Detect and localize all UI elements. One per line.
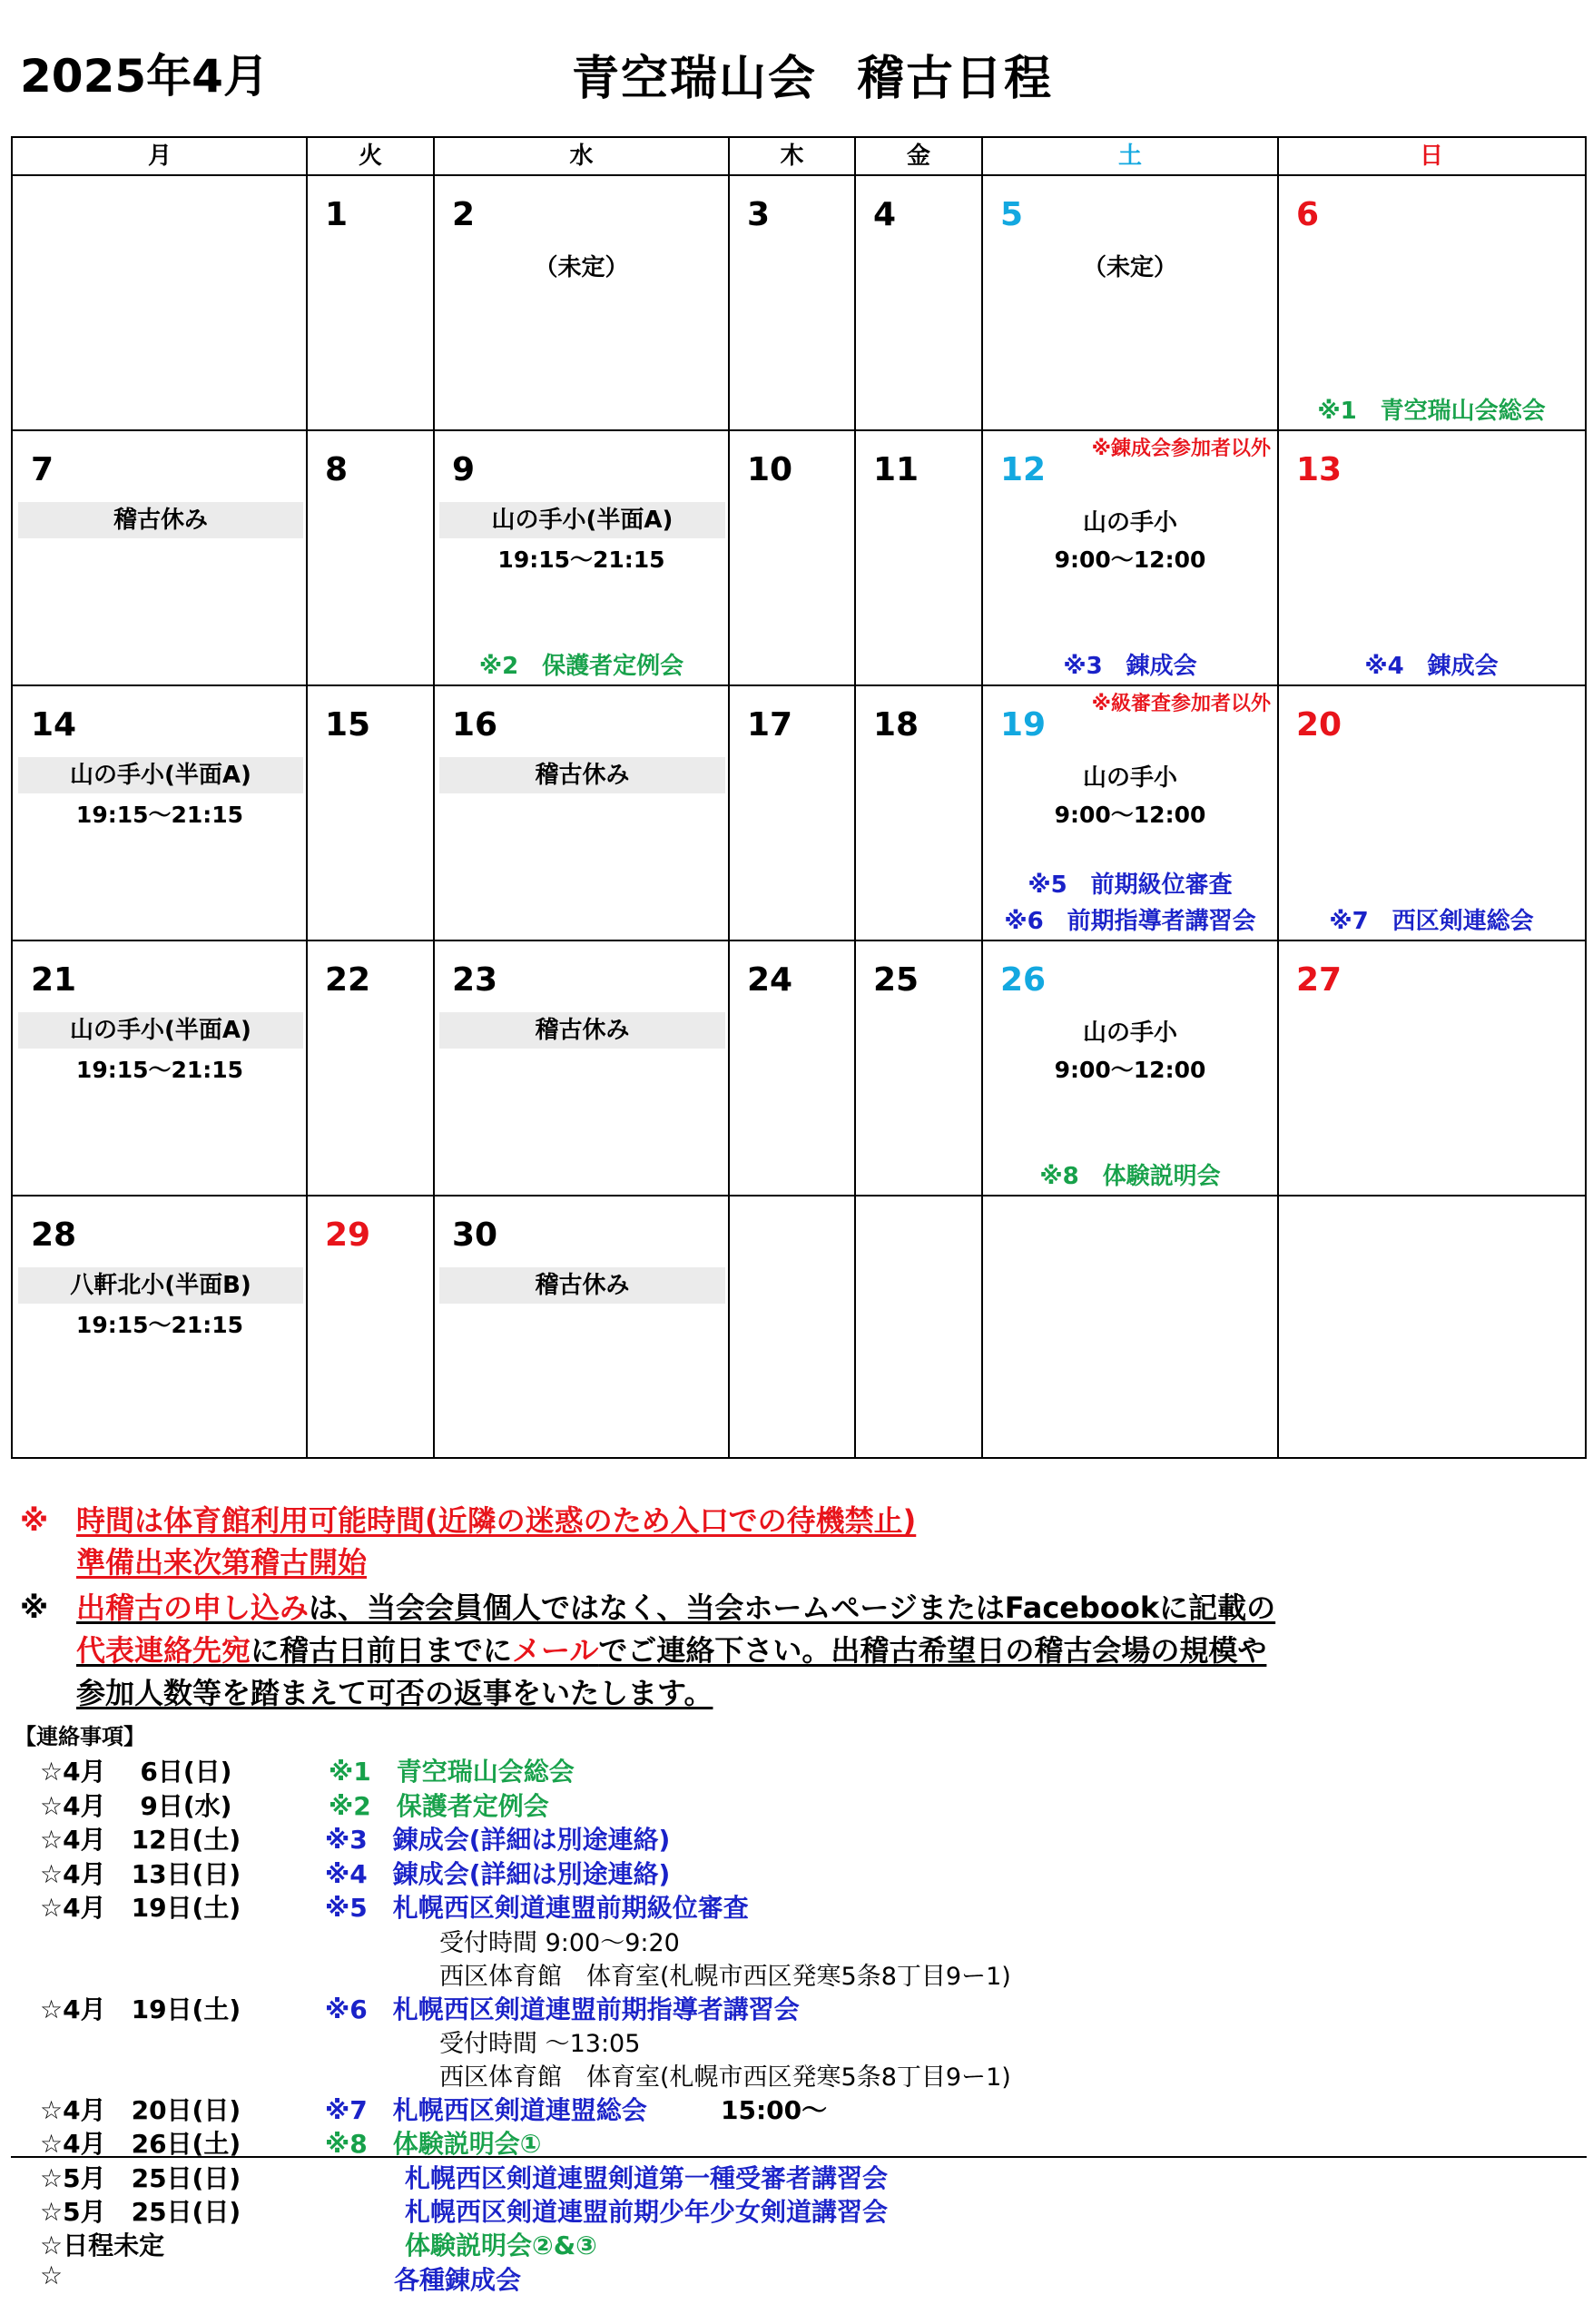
notice-line-3-red: 出稽古の申し込み <box>76 1590 310 1625</box>
notice-1-cont <box>76 1540 367 1581</box>
schedule-divider <box>11 2156 1587 2158</box>
day-cell <box>434 940 729 1195</box>
weekday-header: 木 <box>780 143 804 170</box>
notice-line-4: でご連絡下さい。出稽古希望日の稽古会場の規模や <box>598 1633 1267 1668</box>
notice-1 <box>20 1498 916 1540</box>
schedule-event: 札幌西区剣道連盟剣道第一種受審者講習会 <box>405 2163 889 2193</box>
day-cell <box>13 940 307 1195</box>
day-cell <box>434 684 729 940</box>
schedule-event: ※2 保護者定例会 <box>329 1791 549 1821</box>
practice-venue: （未定） <box>1082 254 1177 281</box>
practice-time: 19:15～21:15 <box>75 1312 244 1338</box>
day-number: 14 <box>31 706 77 743</box>
day-number: 12 <box>1000 451 1047 488</box>
day-cell <box>729 1195 855 1450</box>
notice-2-cont <box>76 1628 1266 1669</box>
schedule-event: ※1 青空瑞山会総会 <box>329 1757 575 1787</box>
notice-2 <box>20 1585 1275 1627</box>
day-cell <box>434 174 729 429</box>
day-number: 24 <box>747 961 793 999</box>
day-cell <box>307 174 434 429</box>
exception-note: ※錬成会参加者以外 <box>1091 438 1271 460</box>
weekday-header: 火 <box>358 143 382 170</box>
day-cell <box>729 684 855 940</box>
event-note: ※5 前期級位審査 <box>1028 872 1233 899</box>
day-cell <box>1278 429 1585 684</box>
schedule-heading: 【連絡事項】 <box>15 1724 145 1749</box>
day-cell <box>434 1195 729 1450</box>
notice-line-3: は、当会会員個人ではなく、当会ホームページまたはFacebookに記載の <box>309 1590 1276 1625</box>
notice-line-1: 時間は体育館利用可能時間(近隣の迷惑のため入口での待機禁止) <box>76 1503 917 1538</box>
schedule-event-time: 15:00～ <box>721 2095 828 2125</box>
schedule-date: ☆4月 19日(土) <box>40 1994 241 2024</box>
practice-venue: 稽古休み <box>439 1012 725 1049</box>
schedule-detail: 西区体育館 体育室(札幌市西区発寒5条8丁目9ー1) <box>439 1963 1011 1991</box>
event-note: ※3 錬成会 <box>1063 653 1197 680</box>
schedule-date: ☆ <box>40 2260 64 2290</box>
day-cell <box>1278 684 1585 940</box>
practice-time: 9:00～12:00 <box>1054 1057 1206 1083</box>
day-number: 16 <box>452 706 498 743</box>
weekday-header: 土 <box>1117 143 1142 170</box>
day-cell <box>855 940 982 1195</box>
notice-mark-2: ※ <box>20 1590 49 1625</box>
practice-venue: 山の手小(半面A) <box>18 1012 303 1049</box>
day-cell <box>13 1195 307 1450</box>
schedule-date: ☆5月 25日(日) <box>40 2163 241 2193</box>
day-cell <box>1278 1195 1585 1450</box>
weekday-header: 月 <box>147 143 172 170</box>
schedule-date: ☆4月 6日(日) <box>40 1757 232 1787</box>
day-number: 28 <box>31 1216 77 1254</box>
day-number: 13 <box>1296 451 1342 488</box>
practice-time: 9:00～12:00 <box>1054 802 1206 828</box>
day-number: 2 <box>452 196 476 233</box>
day-number: 8 <box>325 451 349 488</box>
page-title <box>572 40 1053 108</box>
notice-line-4-mid: に稽古日前日までに <box>251 1633 513 1668</box>
day-cell <box>855 684 982 940</box>
day-cell <box>982 1195 1278 1450</box>
practice-time: 9:00～12:00 <box>1054 547 1206 573</box>
schedule-detail: 受付時間 ～13:05 <box>439 2030 641 2058</box>
day-cell <box>729 429 855 684</box>
day-cell <box>307 684 434 940</box>
day-cell <box>982 174 1278 429</box>
weekday-header: 日 <box>1419 143 1443 170</box>
schedule-date: ☆4月 26日(土) <box>40 2129 241 2159</box>
practice-time: 19:15～21:15 <box>497 547 665 573</box>
day-number: 20 <box>1296 706 1342 743</box>
schedule-date: ☆4月 9日(水) <box>40 1791 232 1821</box>
practice-venue: 稽古休み <box>18 502 303 538</box>
day-cell <box>307 429 434 684</box>
calendar-grid <box>11 136 1587 1459</box>
schedule-date: ☆4月 13日(日) <box>40 1859 241 1889</box>
weekday-header: 水 <box>569 143 594 170</box>
day-cell <box>307 1195 434 1450</box>
day-number: 7 <box>31 451 54 488</box>
notice-line-2: 準備出来次第稽古開始 <box>76 1545 368 1580</box>
notice-line-4-red-2: メール <box>512 1633 599 1668</box>
day-number: 25 <box>873 961 919 999</box>
notice-mark: ※ <box>20 1503 49 1538</box>
day-number: 4 <box>873 196 897 233</box>
day-cell <box>982 940 1278 1195</box>
day-number: 29 <box>325 1216 371 1254</box>
event-note: ※6 前期指導者講習会 <box>1004 908 1256 935</box>
schedule-date: ☆4月 19日(土) <box>40 1893 241 1923</box>
schedule-label: 稽古日程 <box>857 52 1054 106</box>
day-number: 6 <box>1296 196 1320 233</box>
day-number: 30 <box>452 1216 498 1254</box>
notice-line-4-red-1: 代表連絡先宛 <box>76 1633 251 1668</box>
schedule-detail: 西区体育館 体育室(札幌市西区発寒5条8丁目9ー1) <box>439 2063 1011 2092</box>
weekday-header: 金 <box>906 143 930 170</box>
practice-venue: 山の手小 <box>1082 509 1177 537</box>
club-name: 青空瑞山会 <box>572 52 818 106</box>
practice-venue: （未定） <box>534 254 629 281</box>
day-number: 15 <box>325 706 371 743</box>
day-cell <box>1278 174 1585 429</box>
practice-venue: 山の手小(半面A) <box>439 502 725 538</box>
event-note: ※1 青空瑞山会総会 <box>1317 398 1546 425</box>
schedule-event: 体験説明会②&③ <box>405 2230 597 2260</box>
practice-venue: 山の手小(半面A) <box>18 757 303 793</box>
day-number: 1 <box>325 196 349 233</box>
schedule-event: ※7 札幌西区剣道連盟総会 <box>325 2095 647 2125</box>
day-number: 19 <box>1000 706 1047 743</box>
day-number: 26 <box>1000 961 1047 999</box>
schedule-event: 各種錬成会 <box>394 2265 522 2295</box>
schedule-event: ※3 錬成会(詳細は別途連絡) <box>325 1825 671 1855</box>
month-label: 2025年4月 <box>20 50 269 103</box>
schedule-date: ☆4月 20日(日) <box>40 2095 241 2125</box>
schedule-date: ☆5月 25日(日) <box>40 2197 241 2227</box>
day-cell <box>855 174 982 429</box>
exception-note: ※級審査参加者以外 <box>1091 693 1271 715</box>
day-cell <box>13 429 307 684</box>
day-cell <box>729 940 855 1195</box>
day-cell <box>13 684 307 940</box>
day-number: 17 <box>747 706 793 743</box>
practice-venue: 八軒北小(半面B) <box>18 1267 303 1304</box>
practice-time: 19:15～21:15 <box>75 1057 244 1083</box>
day-number: 11 <box>873 451 919 488</box>
event-note: ※8 体験説明会 <box>1039 1163 1221 1190</box>
day-cell <box>982 429 1278 684</box>
day-number: 18 <box>873 706 919 743</box>
schedule-date: ☆4月 12日(土) <box>40 1825 241 1855</box>
schedule-detail: 受付時間 9:00～9:20 <box>439 1929 680 1957</box>
notice-line-5: 参加人数等を踏まえて可否の返事をいたします。 <box>76 1676 713 1710</box>
practice-venue: 稽古休み <box>439 1267 725 1304</box>
day-number: 9 <box>452 451 476 488</box>
day-cell <box>855 429 982 684</box>
practice-time: 19:15～21:15 <box>75 802 244 828</box>
schedule-event: ※5 札幌西区剣道連盟前期級位審査 <box>325 1893 749 1923</box>
practice-venue: 稽古休み <box>439 757 725 793</box>
day-number: 10 <box>747 451 793 488</box>
event-note: ※4 錬成会 <box>1364 653 1499 680</box>
day-number: 3 <box>747 196 771 233</box>
day-cell <box>1278 940 1585 1195</box>
notice-2-cont-2 <box>76 1670 713 1712</box>
day-number: 5 <box>1000 196 1024 233</box>
day-cell <box>982 684 1278 940</box>
day-cell <box>307 940 434 1195</box>
day-number: 22 <box>325 961 371 999</box>
schedule-event: ※8 体験説明会① <box>325 2129 542 2159</box>
day-cell <box>729 174 855 429</box>
practice-venue: 山の手小 <box>1082 1019 1177 1047</box>
day-number: 23 <box>452 961 498 999</box>
event-note: ※2 保護者定例会 <box>478 653 684 680</box>
practice-venue: 山の手小 <box>1082 764 1177 792</box>
day-cell <box>434 429 729 684</box>
day-number: 27 <box>1296 961 1342 999</box>
day-cell <box>13 174 307 429</box>
schedule-event: 札幌西区剣道連盟前期少年少女剣道講習会 <box>405 2197 889 2227</box>
schedule-event: ※6 札幌西区剣道連盟前期指導者講習会 <box>325 1994 800 2024</box>
day-number: 21 <box>31 961 77 999</box>
schedule-event: ※4 錬成会(詳細は別途連絡) <box>325 1859 671 1889</box>
schedule-date: ☆日程未定 <box>40 2230 165 2260</box>
event-note: ※7 西区剣連総会 <box>1329 908 1534 935</box>
day-cell <box>855 1195 982 1450</box>
